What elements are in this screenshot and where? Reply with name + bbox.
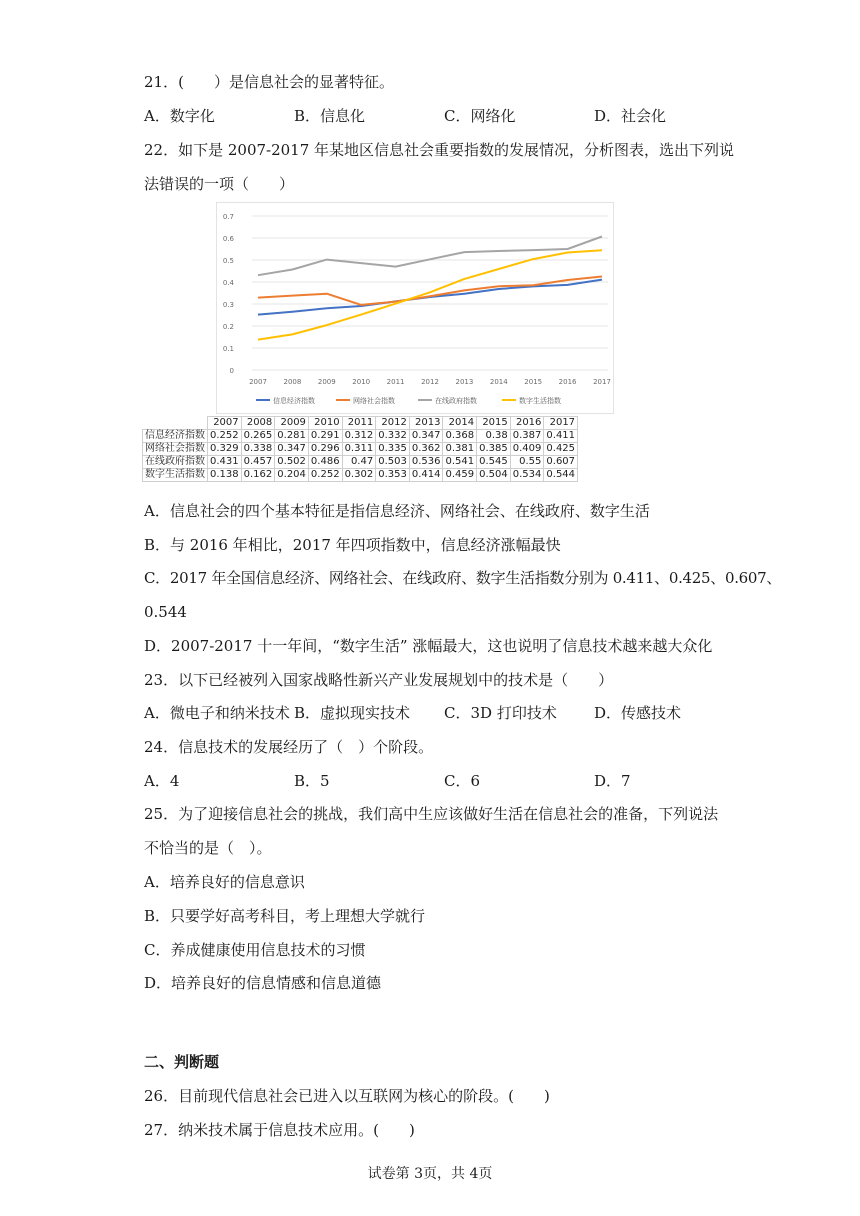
table-cell: 0.541 <box>443 456 477 469</box>
q24-option-a: A．4 <box>144 772 180 790</box>
table-cell: 0.347 <box>275 443 309 456</box>
q23-option-c: C．3D 打印技术 <box>444 704 557 722</box>
y-tick-label: 0.3 <box>222 301 234 309</box>
q21-option-d: D．社会化 <box>594 107 667 125</box>
table-cell: 0.409 <box>510 443 544 456</box>
x-tick-label: 2013 <box>455 378 474 386</box>
table-corner <box>143 417 208 430</box>
table-header-year: 2017 <box>544 417 578 430</box>
table-cell: 0.252 <box>208 430 242 443</box>
question-25-stem-line2: 不恰当的是（ ）。 <box>144 839 272 857</box>
table-cell: 0.311 <box>342 443 376 456</box>
table-cell: 0.431 <box>208 456 242 469</box>
table-cell: 0.335 <box>376 443 410 456</box>
legend-label: 信息经济指数 <box>273 397 315 405</box>
q22-option-b: B．与 2016 年相比，2017 年四项指数中，信息经济涨幅最快 <box>144 536 561 554</box>
q25-option-a: A．培养良好的信息意识 <box>144 873 305 891</box>
table-row <box>143 456 578 469</box>
table-cell: 0.302 <box>342 469 376 482</box>
table-cell: 0.329 <box>208 443 242 456</box>
table-cell: 0.368 <box>443 430 477 443</box>
x-tick-label: 2017 <box>593 378 611 386</box>
table-header-year: 2016 <box>510 417 544 430</box>
table-cell: 0.312 <box>342 430 376 443</box>
x-tick-label: 2008 <box>283 378 302 386</box>
question-22-stem-line2: 法错误的一项（ ） <box>144 175 295 193</box>
table-row-label: 信息经济指数 <box>143 430 208 443</box>
q23-option-a: A．微电子和纳米技术 <box>144 704 290 722</box>
table-row <box>143 430 578 443</box>
legend-label: 网络社会指数 <box>353 397 395 405</box>
data-table <box>142 416 578 482</box>
question-27-stem: 27．纳米技术属于信息技术应用。( ) <box>144 1121 415 1139</box>
table-header-year: 2007 <box>208 417 242 430</box>
q23-option-b: B．虚拟现实技术 <box>294 704 411 722</box>
y-tick-label: 0.4 <box>222 279 234 287</box>
table-cell: 0.504 <box>477 469 511 482</box>
x-tick-label: 2011 <box>386 378 405 386</box>
table-cell: 0.338 <box>241 443 275 456</box>
table-header-year: 2013 <box>409 417 443 430</box>
q25-option-c: C．养成健康使用信息技术的习惯 <box>144 941 366 959</box>
table-cell: 0.296 <box>308 443 342 456</box>
table-cell: 0.381 <box>443 443 477 456</box>
question-26-stem: 26．目前现代信息社会已进入以互联网为核心的阶段。( ) <box>144 1087 550 1105</box>
table-cell: 0.332 <box>376 430 410 443</box>
table-cell: 0.252 <box>308 469 342 482</box>
table-cell: 0.291 <box>308 430 342 443</box>
table-cell: 0.457 <box>241 456 275 469</box>
table-cell: 0.486 <box>308 456 342 469</box>
q25-option-d: D．培养良好的信息情感和信息道德 <box>144 974 382 992</box>
table-cell: 0.281 <box>275 430 309 443</box>
table-header-year: 2015 <box>477 417 511 430</box>
table-row-label: 数字生活指数 <box>143 469 208 482</box>
y-tick-label: 0.5 <box>222 257 234 265</box>
x-tick-label: 2009 <box>317 378 336 386</box>
q22-option-c-line1: C．2017 年全国信息经济、网络社会、在线政府、数字生活指数分别为 0.411、0.425、0.607、 <box>144 569 782 587</box>
q24-option-c: C．6 <box>444 772 481 790</box>
q21-option-a: A．数字化 <box>144 107 215 125</box>
section-title-judgement: 二、判断题 <box>144 1053 220 1071</box>
table-cell: 0.204 <box>275 469 309 482</box>
table-cell: 0.162 <box>241 469 275 482</box>
table-header-year: 2009 <box>275 417 309 430</box>
y-tick-label: 0 <box>229 367 234 375</box>
y-tick-label: 0.2 <box>222 323 234 331</box>
table-cell: 0.425 <box>544 443 578 456</box>
table-cell: 0.347 <box>409 430 443 443</box>
table-cell: 0.55 <box>510 456 544 469</box>
table-header-year: 2010 <box>308 417 342 430</box>
table-cell: 0.536 <box>409 456 443 469</box>
question-21-stem: 21．( ）是信息社会的显著特征。 <box>144 73 394 91</box>
q21-option-b: B．信息化 <box>294 107 366 125</box>
table-cell: 0.414 <box>409 469 443 482</box>
table-cell: 0.265 <box>241 430 275 443</box>
x-tick-label: 2016 <box>558 378 577 386</box>
table-cell: 0.387 <box>510 430 544 443</box>
y-tick-label: 0.1 <box>222 345 234 353</box>
line-chart <box>216 202 614 414</box>
table-cell: 0.544 <box>544 469 578 482</box>
table-cell: 0.545 <box>477 456 511 469</box>
table-row-label: 网络社会指数 <box>143 443 208 456</box>
x-tick-label: 2012 <box>421 378 439 386</box>
y-tick-label: 0.7 <box>222 213 234 221</box>
table-cell: 0.38 <box>477 430 511 443</box>
table-header-row <box>143 417 578 430</box>
page-footer: 试卷第 3页，共 4页 <box>367 1166 493 1182</box>
question-25-stem-line1: 25．为了迎接信息社会的挑战，我们高中生应该做好生活在信息社会的准备，下列说法 <box>144 805 719 823</box>
table-cell: 0.534 <box>510 469 544 482</box>
table-cell: 0.362 <box>409 443 443 456</box>
table-header-year: 2014 <box>443 417 477 430</box>
table-header-year: 2008 <box>241 417 275 430</box>
question-24-stem: 24．信息技术的发展经历了（ ）个阶段。 <box>144 738 434 756</box>
y-tick-label: 0.6 <box>222 235 234 243</box>
x-tick-label: 2010 <box>352 378 371 386</box>
question-23-stem: 23．以下已经被列入国家战略性新兴产业发展规划中的技术是（ ） <box>144 671 614 689</box>
table-cell: 0.47 <box>342 456 376 469</box>
table-cell: 0.503 <box>376 456 410 469</box>
question-22-stem-line1: 22．如下是 2007-2017 年某地区信息社会重要指数的发展情况，分析图表，选出下列说 <box>144 141 735 159</box>
table-cell: 0.411 <box>544 430 578 443</box>
q23-option-d: D．传感技术 <box>594 704 682 722</box>
legend-label: 在线政府指数 <box>435 397 477 405</box>
q21-option-c: C．网络化 <box>444 107 516 125</box>
table-cell: 0.459 <box>443 469 477 482</box>
table-row <box>143 469 578 482</box>
chart-svg <box>216 202 614 414</box>
q25-option-b: B．只要学好高考科目，考上理想大学就行 <box>144 907 426 925</box>
table-cell: 0.502 <box>275 456 309 469</box>
table-cell: 0.385 <box>477 443 511 456</box>
x-tick-label: 2007 <box>249 378 267 386</box>
q22-option-a: A．信息社会的四个基本特征是指信息经济、网络社会、在线政府、数字生活 <box>144 502 650 520</box>
legend-label: 数字生活指数 <box>519 397 561 405</box>
table-row-label: 在线政府指数 <box>143 456 208 469</box>
x-tick-label: 2015 <box>524 378 543 386</box>
table-cell: 0.138 <box>208 469 242 482</box>
x-tick-label: 2014 <box>489 378 508 386</box>
table-header-year: 2012 <box>376 417 410 430</box>
table-cell: 0.607 <box>544 456 578 469</box>
table-row <box>143 443 578 456</box>
q22-option-d: D．2007-2017 十一年间，“数字生活” 涨幅最大，这也说明了信息技术越来越大众化 <box>144 637 713 655</box>
q22-option-c-line2: 0.544 <box>144 603 187 621</box>
table-cell: 0.353 <box>376 469 410 482</box>
q24-option-d: D．7 <box>594 772 631 790</box>
table-header-year: 2011 <box>342 417 376 430</box>
q24-option-b: B．5 <box>294 772 330 790</box>
